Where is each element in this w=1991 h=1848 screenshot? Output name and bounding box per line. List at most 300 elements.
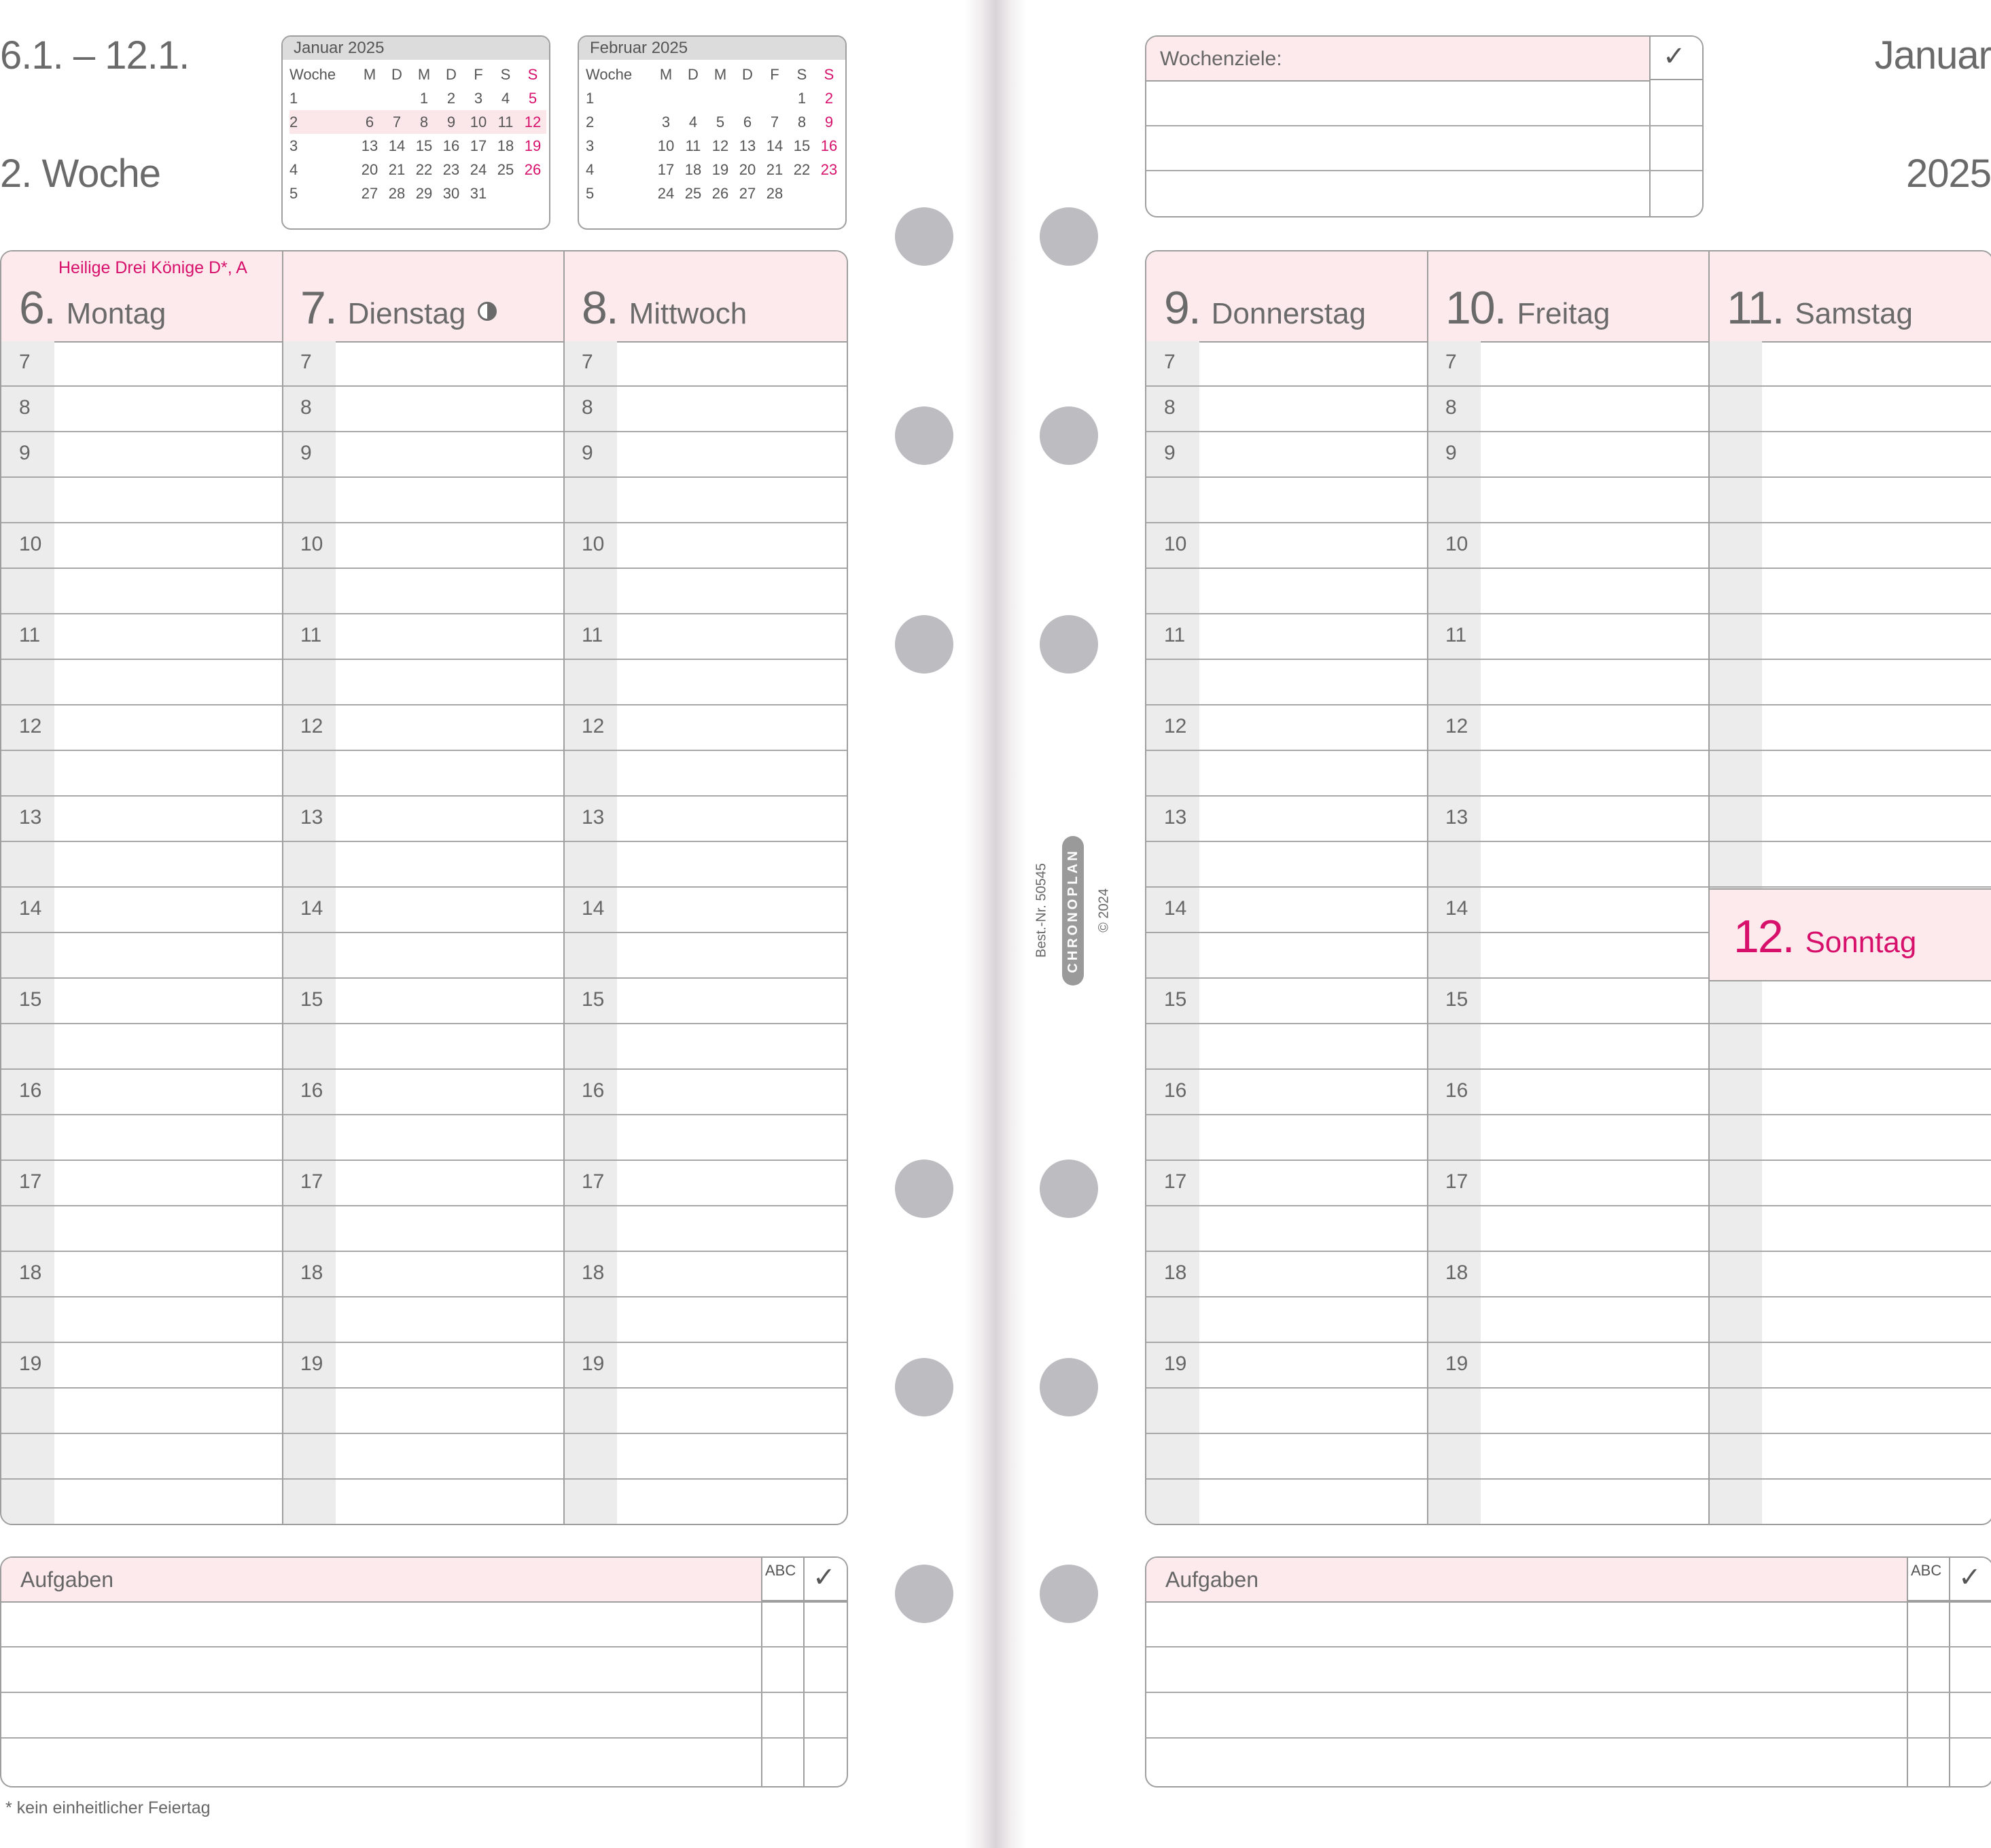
weekend-row[interactable] [1709,1206,1991,1252]
tasks-line [1146,1737,1991,1739]
hour-cell [283,1024,336,1068]
hour-row[interactable] [283,1297,564,1343]
hour-row[interactable] [1428,797,1709,842]
day-num: 11. [1727,282,1784,334]
hour-row[interactable] [1,1297,283,1343]
hour-row[interactable] [1,660,283,705]
punch-hole [1040,1160,1098,1218]
hour-row[interactable] [1428,842,1709,888]
hour-row[interactable] [1,1480,283,1525]
hour-cell [1,1206,54,1251]
day-number [19,281,166,334]
hour-row[interactable] [283,523,564,569]
goals-label: Wochenziele: [1160,48,1282,70]
hour-label: 11 [1164,624,1186,646]
calendar-day: 14 [388,137,406,154]
hour-cell [283,569,336,613]
hour-row[interactable] [1,979,283,1024]
mini-calendar-grid [586,63,843,205]
hour-row[interactable] [1146,660,1428,705]
hour-row[interactable] [1428,523,1709,569]
hour-cell [1709,523,1762,568]
hour-row[interactable] [1146,1434,1428,1480]
hour-cell [1709,1343,1762,1387]
hour-cell [564,1070,617,1114]
hour-row[interactable] [1146,1343,1428,1389]
hour-cell [1,1024,54,1068]
hour-row[interactable] [283,1024,564,1070]
hour-row[interactable] [1,523,283,569]
hour-cell [1428,888,1481,932]
day-number [1727,281,1913,334]
weekend-row[interactable] [1709,478,1991,523]
hour-cell [564,1206,617,1251]
hour-label: 8 [19,396,31,419]
weekend-row[interactable] [1709,387,1991,432]
hour-row[interactable] [1146,705,1428,751]
hour-cell [1709,1115,1762,1160]
hour-label: 7 [1164,351,1176,373]
hour-cell [564,523,617,568]
hour-row[interactable] [1,387,283,432]
hour-row[interactable] [1428,705,1709,751]
hour-row[interactable] [1146,1252,1428,1297]
day-num: 6. [19,282,55,334]
hour-cell [1,888,54,932]
hour-label: 18 [19,1261,42,1284]
hour-row[interactable] [283,1115,564,1161]
hour-cell [564,1024,617,1068]
calendar-day: 24 [470,160,487,178]
hour-cell [1709,1024,1762,1068]
punch-hole [1040,615,1098,674]
holiday-note: Heilige Drei Könige D*, A [58,258,247,277]
hour-label: 8 [1445,396,1457,419]
hour-row[interactable] [1146,341,1428,387]
right-day-grid [1145,250,1991,1525]
weekend-row[interactable] [1709,432,1991,478]
hour-row[interactable] [1,1161,283,1206]
hour-row[interactable] [1428,614,1709,660]
hour-row[interactable] [564,888,847,933]
hour-row[interactable] [1428,1297,1709,1343]
weekend-row[interactable] [1709,842,1991,888]
hour-row[interactable] [564,1206,847,1252]
hour-row[interactable] [1146,1024,1428,1070]
mini-calendar-week [289,134,546,158]
hour-row[interactable] [1,933,283,979]
hour-row[interactable] [283,1206,564,1252]
day-num: 12. [1733,911,1794,962]
tasks-box-right [1145,1556,1991,1788]
day-number [1733,910,1916,963]
hour-row[interactable] [283,888,564,933]
tasks-header [1146,1558,1991,1603]
hour-cell [1709,1480,1762,1525]
mini-calendar-head [586,63,843,86]
hour-row[interactable] [1,1252,283,1297]
hour-label: 11 [300,624,322,646]
hour-row[interactable] [1146,1206,1428,1252]
calendar-day [815,181,843,205]
hour-row[interactable] [564,1434,847,1480]
hour-row[interactable] [1146,888,1428,933]
hour-row[interactable] [1428,569,1709,614]
hour-row[interactable] [1146,751,1428,797]
weekend-row[interactable] [1709,1297,1991,1343]
hour-row[interactable] [283,979,564,1024]
hour-row[interactable] [283,478,564,523]
calendar-day: 25 [497,160,514,178]
calendar-day [383,86,410,110]
hour-cell [1,569,54,613]
goals-header [1146,37,1649,82]
hour-row[interactable] [564,523,847,569]
calendar-day: 15 [415,137,433,154]
hour-row[interactable] [1428,979,1709,1024]
calendar-day: 14 [766,137,783,154]
hour-row[interactable] [564,751,847,797]
calendar-day: 18 [684,160,702,178]
hour-cell [564,705,617,750]
mini-calendar-week [289,158,546,181]
hour-cell [1428,979,1481,1023]
day-name: Samstag [1795,297,1914,330]
weekend-row[interactable] [1709,1343,1991,1389]
hour-label: 15 [582,988,605,1011]
hour-row[interactable] [1146,387,1428,432]
hour-row[interactable] [1428,478,1709,523]
mini-calendar-week [586,86,843,110]
hour-row[interactable] [1428,888,1709,933]
hour-row[interactable] [1428,341,1709,387]
hour-row[interactable] [564,1480,847,1525]
weekend-row[interactable] [1709,1389,1991,1434]
hour-label: 10 [582,533,605,555]
hour-row[interactable] [283,569,564,614]
weekend-row[interactable] [1709,660,1991,705]
hour-row[interactable] [1146,1070,1428,1115]
hour-row[interactable] [1428,660,1709,705]
hour-row[interactable] [1,1343,283,1389]
calendar-day: 16 [820,137,838,154]
hour-cell [564,1343,617,1387]
hour-row[interactable] [1,842,283,888]
hour-row[interactable] [283,1070,564,1115]
hour-row[interactable] [564,614,847,660]
hour-row[interactable] [1146,842,1428,888]
hour-row[interactable] [283,1480,564,1525]
hour-row[interactable] [1,1070,283,1115]
day-number [582,281,747,334]
hour-row[interactable] [1428,1480,1709,1525]
hour-label: 16 [1164,1079,1187,1102]
hour-row[interactable] [1146,569,1428,614]
hour-label: 13 [582,806,605,829]
hour-row[interactable] [564,1161,847,1206]
hour-row[interactable] [1428,1343,1709,1389]
calendar-day: 31 [470,184,487,202]
weekend-row[interactable] [1709,341,1991,387]
calendar-day: 30 [442,184,460,202]
hour-row[interactable] [283,1252,564,1297]
hour-cell [564,1161,617,1205]
hour-row[interactable] [1146,523,1428,569]
hour-row[interactable] [564,432,847,478]
weekend-row[interactable] [1709,979,1991,1024]
hour-cell [1,660,54,704]
hour-cell [1146,478,1199,522]
weekend-row[interactable] [1709,1115,1991,1161]
brand-badge: CHRONOPLAN [1062,836,1084,986]
calendar-day: 20 [361,160,378,178]
hour-row[interactable] [1,341,283,387]
hour-row[interactable] [1146,1389,1428,1434]
hour-row[interactable] [1,1389,283,1434]
hour-row[interactable] [1,797,283,842]
hour-cell [564,1115,617,1160]
hour-cell [1146,705,1199,750]
hour-row[interactable] [283,705,564,751]
punch-hole [895,406,953,465]
hour-cell [1,933,54,977]
hour-label: 17 [582,1170,605,1193]
hour-cell [564,979,617,1023]
weekend-row[interactable] [1709,1161,1991,1206]
hour-row[interactable] [564,569,847,614]
hour-row[interactable] [283,1343,564,1389]
check-icon: ✓ [1663,41,1686,71]
hour-label: 17 [19,1170,42,1193]
hour-cell [1146,1115,1199,1160]
calendar-day: 22 [793,160,811,178]
weekend-row[interactable] [1709,797,1991,842]
hour-cell [1428,569,1481,613]
hour-cell [1,751,54,795]
hour-row[interactable] [1428,387,1709,432]
hour-cell [1146,933,1199,977]
hour-cell [564,797,617,841]
hour-cell [1428,1389,1481,1433]
hour-label: 18 [582,1261,605,1284]
hour-label: 19 [19,1353,42,1375]
hour-cell [1,1161,54,1205]
hour-row[interactable] [1146,1161,1428,1206]
hour-row[interactable] [1146,432,1428,478]
hour-label: 10 [1164,533,1187,555]
date-range: 6.1. – 12.1. [0,33,190,77]
calendar-day: F [474,65,483,83]
punch-hole [1040,406,1098,465]
hour-row[interactable] [564,1343,847,1389]
calendar-day: M [417,65,431,83]
calendar-day: S [527,65,538,83]
hour-label: 11 [19,624,41,646]
hour-row[interactable] [1,705,283,751]
hour-row[interactable] [1428,751,1709,797]
weekend-row[interactable] [1709,751,1991,797]
hour-cell [564,432,617,476]
mini-calendar-week [289,110,546,134]
day-header-sunday [1709,888,1991,981]
hour-row[interactable] [564,341,847,387]
hour-row[interactable] [283,1434,564,1480]
tasks-label: Aufgaben [20,1567,114,1592]
hour-label: 9 [1164,442,1176,464]
calendar-day: 8 [797,113,807,130]
hour-row[interactable] [1146,1297,1428,1343]
hour-cell [1709,1206,1762,1251]
hour-row[interactable] [1428,432,1709,478]
hour-row[interactable] [1,614,283,660]
weekend-row[interactable] [1709,1024,1991,1070]
hour-row[interactable] [1428,1252,1709,1297]
hour-row[interactable] [1428,1389,1709,1434]
hour-row[interactable] [1146,979,1428,1024]
hour-row[interactable] [564,1024,847,1070]
hour-row[interactable] [283,751,564,797]
hour-label: 8 [1164,396,1176,419]
hour-label: 10 [19,533,42,555]
hour-cell [1428,660,1481,704]
hour-row[interactable] [283,387,564,432]
calendar-day [356,86,383,110]
punch-hole [895,1160,953,1218]
hour-row[interactable] [564,797,847,842]
hour-row[interactable] [1,1024,283,1070]
calendar-day: 2 [446,89,456,107]
hour-label: 14 [1445,897,1468,920]
mini-calendar-week [586,158,843,181]
hour-cell [1709,660,1762,704]
hour-cell [1428,1343,1481,1387]
hour-row[interactable] [1428,933,1709,979]
hour-row[interactable] [564,1252,847,1297]
hour-row[interactable] [1146,933,1428,979]
hour-cell [1709,842,1762,886]
calendar-day: 19 [711,160,729,178]
calendar-day: 13 [361,137,378,154]
week-number: 2 [586,113,595,130]
hour-row[interactable] [283,1161,564,1206]
hour-row[interactable] [1,1206,283,1252]
hour-cell [1146,569,1199,613]
weekend-row[interactable] [1709,705,1991,751]
hour-cell [1428,751,1481,795]
hour-row[interactable] [564,660,847,705]
tasks-divider [1949,1558,1950,1786]
hour-row[interactable] [1,1434,283,1480]
hour-row[interactable] [1146,1115,1428,1161]
hour-cell [283,751,336,795]
weekend-row[interactable] [1709,1070,1991,1115]
hour-row[interactable] [564,478,847,523]
hour-label: 14 [582,897,605,920]
mini-calendar-week [586,181,843,205]
hour-row[interactable] [564,933,847,979]
day-name: Donnerstag [1211,297,1367,330]
hour-cell [564,933,617,977]
hour-row[interactable] [1146,1480,1428,1525]
weekend-row[interactable] [1709,1434,1991,1480]
hour-row[interactable] [1146,797,1428,842]
hour-label: 19 [1164,1353,1187,1375]
weekend-row[interactable] [1709,569,1991,614]
calendar-day: 23 [820,160,838,178]
hour-row[interactable] [1146,614,1428,660]
hour-row[interactable] [1428,1161,1709,1206]
hour-row[interactable] [564,979,847,1024]
hour-row[interactable] [564,705,847,751]
hour-cell [1146,888,1199,932]
hour-row[interactable] [283,933,564,979]
hour-label: 12 [1445,715,1468,737]
weekend-row[interactable] [1709,1480,1991,1525]
calendar-day: 27 [361,184,378,202]
hour-row[interactable] [283,797,564,842]
weekend-row[interactable] [1709,614,1991,660]
hour-row[interactable] [1,569,283,614]
hour-label: 12 [300,715,323,737]
hour-row[interactable] [1428,1024,1709,1070]
hour-row[interactable] [564,1070,847,1115]
hour-cell [283,1115,336,1160]
hour-row[interactable] [564,1115,847,1161]
hour-row[interactable] [564,1297,847,1343]
hour-row[interactable] [283,1389,564,1434]
hour-row[interactable] [564,387,847,432]
calendar-day: 12 [711,137,729,154]
hour-cell [283,478,336,522]
hour-row[interactable] [1,888,283,933]
hour-label: 18 [1445,1261,1468,1284]
footnote: * kein einheitlicher Feiertag [5,1798,211,1817]
hour-cell [1,1115,54,1160]
hour-row[interactable] [1428,1115,1709,1161]
mini-calendar-week [586,134,843,158]
check-icon: ✓ [1958,1563,1981,1592]
hour-row[interactable] [564,1389,847,1434]
hour-cell [1428,614,1481,659]
hour-row[interactable] [283,341,564,387]
hour-row[interactable] [1428,1434,1709,1480]
hour-row[interactable] [1428,1206,1709,1252]
hour-row[interactable] [564,842,847,888]
hour-row[interactable] [283,842,564,888]
hour-row[interactable] [283,660,564,705]
hour-cell [564,478,617,522]
hour-row[interactable] [1,478,283,523]
hour-row[interactable] [1,1115,283,1161]
hour-row[interactable] [283,614,564,660]
day-name: Montag [66,297,166,330]
hour-row[interactable] [1146,478,1428,523]
hour-cell [1709,705,1762,750]
hour-row[interactable] [1,432,283,478]
calendar-day [788,181,815,205]
hour-cell [283,432,336,476]
mini-calendar-january [281,35,550,230]
calendar-day: 7 [383,110,410,134]
hour-row[interactable] [283,432,564,478]
hour-row[interactable] [1428,1070,1709,1115]
column-divider [282,251,283,1524]
weekend-row[interactable] [1709,523,1991,569]
weekend-row[interactable] [1709,1252,1991,1297]
hour-row[interactable] [1,751,283,797]
hour-cell [1709,569,1762,613]
calendar-day: 5 [716,113,725,130]
